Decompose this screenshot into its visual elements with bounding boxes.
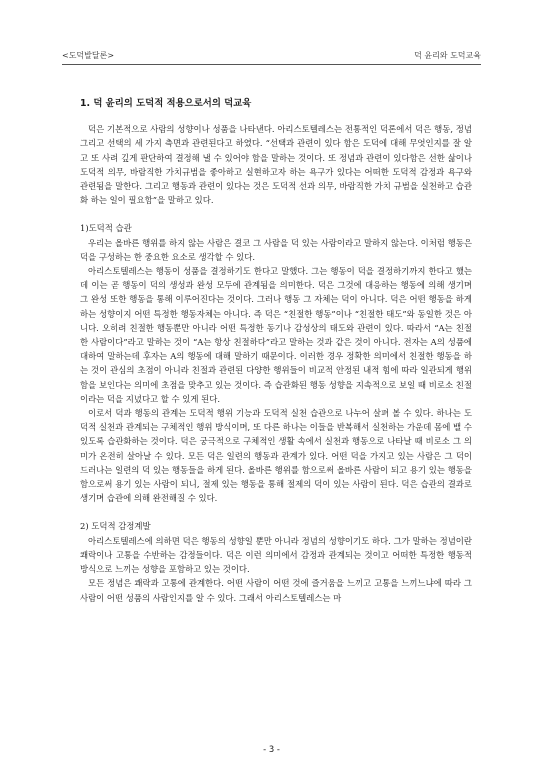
intro-paragraph: 덕은 기본적으로 사람의 성향이나 성품을 나타낸다. 아리스토텔레스는 전통적인 덕론에서 덕은 행동, 정념 그리고 선택의 세 가지 측면과 관련된다고 하였다. “선택과 관련이 있다 함은 도덕에 대해 무엇인지를 잘 알고 또 사려 깊게 판단하여 결정해 낼 수 있어야 함을 말하는 것이다. 또 정념과 관련이 있다함은 선한 삶이나 도덕적 의무, 바람직한 가치규범을 좋아하고 실현하고자 하는 욕구가 있다는 어떠한 도덕적 감정과 욕구와 관련됨을 말한다. 그리고 행동과 관련이 있다는 것은 도덕적 선과 의무, 바람직한 가치 규범을 실천하고 습관화 하는 일이 필요함”을 말하고 있다. (80, 124, 472, 206)
habit-paragraph-3: 이로서 덕과 행동의 관계는 도덕적 행위 기능과 도덕적 실천 습관으로 나누어 살펴 볼 수 있다. 하나는 도덕적 실천과 관계되는 구체적인 행위 방식이며, 또 다른 하나는 이들을 반복해서 실천하는 가운데 몸에 밸 수 있도록 습관화하는 것이다. 덕은 궁극적으로 구체적인 생활 속에서 실천과 행동으로 나타날 때 비로소 그 의미가 온전히 살아날 수 있다. 모든 덕은 일련의 행동과 관계가 있다. 어떤 덕을 가지고 있는 사람은 그 덕이 드러나는 일련의 덕 있는 행동들을 하게 된다. 올바른 행위를 함으로써 올바른 사람이 되고 용기 있는 행동을 함으로써 용기 있는 사람이 되니, 절제 있는 행동을 통해 절제의 덕이 있는 사람이 된다. 덕은 습관의 결과로 생기며 습관에 의해 완전해질 수 있다. (80, 408, 472, 504)
page-header (62, 50, 481, 61)
header-left-title: <도덕발달론> (62, 51, 115, 60)
document-body (80, 97, 472, 605)
page-number: - 3 - (263, 744, 280, 754)
emotion-paragraph-1: 아리스토텔레스에 의하면 덕은 행동의 성향일 뿐만 아니라 정념의 성향이기도 하다. 그가 말하는 정념이란 쾌락이나 고통을 수반하는 감정들이다. 덕은 이런 의미에서 감정과 관계되는 것이고 어떠한 특정한 행동적 방식으로 느끼는 성향을 포함하고 있는 것이다. (80, 535, 472, 575)
habit-paragraph-1: 우리는 올바른 행위를 하지 않는 사람은 결코 그 사람을 덕 있는 사람이라고 말하지 않는다. 이처럼 행동은 덕을 구성하는 한 중요한 요소로 생각할 수 있다. (80, 237, 472, 262)
header-divider (62, 64, 481, 65)
subsection-title-habit: 1)도덕적 습관 (80, 223, 132, 234)
header-right-title: 덕 윤리와 도덕교육 (414, 51, 481, 60)
section-title: 1. 덕 윤리의 도덕적 적용으로서의 덕교육 (80, 98, 252, 109)
emotion-paragraph-2: 모든 정념은 쾌락과 고통에 관계한다. 어떤 사람이 어떤 것에 즐거움을 느끼고 고통을 느끼느냐에 따라 그 사람이 어떤 성품의 사람인지를 알 수 있다. 그래서 아리스토텔레스는 마 (80, 578, 472, 603)
habit-paragraph-2: 아리스토텔레스는 행동이 성품을 결정하기도 한다고 말했다. 그는 행동이 덕을 결정하기까지 한다고 했는데 이는 곧 행동이 덕의 생성과 완성 모두에 관계됨을 의미한다. 덕은 그것에 대응하는 행동에 의해 생기며 그 완성 또한 행동을 통해 이루어진다는 것이다. 그러나 행동 그 자체는 덕이 아니다. 덕은 어떤 행동을 하게 하는 성향이지 어떤 특정한 행동자체는 아니다. 즉 덕은 “친절한 행동”이나 “친절한 태도”와 동일한 것은 아니다. 오히려 친절한 행동뿐만 아니라 어떤 특정한 동기나 감성상의 태도와 관련이 있다. 따라서 “A는 친절한 사람이다”라고 말하는 것이 “A는 항상 친절하다”라고 말하는 것과 같은 것이 아니다. 전자는 A의 성품에 대하여 말하는데 후자는 A의 행동에 대해 말하기 때문이다. 이러한 경우 정확한 의미에서 친절한 행동을 하는 것이 관심의 초점이 아니라 친절과 관련된 다양한 행위들이 비교적 안정된 내적 힘에 따라 일관되게 행위 함을 보인다는 의미에 초점을 맞추고 있는 것이다. 즉 습관화된 행동 성향을 지속적으로 보일 때 비로소 친절이라는 덕을 지녔다고 할 수 있게 된다. (80, 266, 472, 404)
subsection-title-emotion: 2) 도덕적 감정계발 (80, 521, 151, 532)
